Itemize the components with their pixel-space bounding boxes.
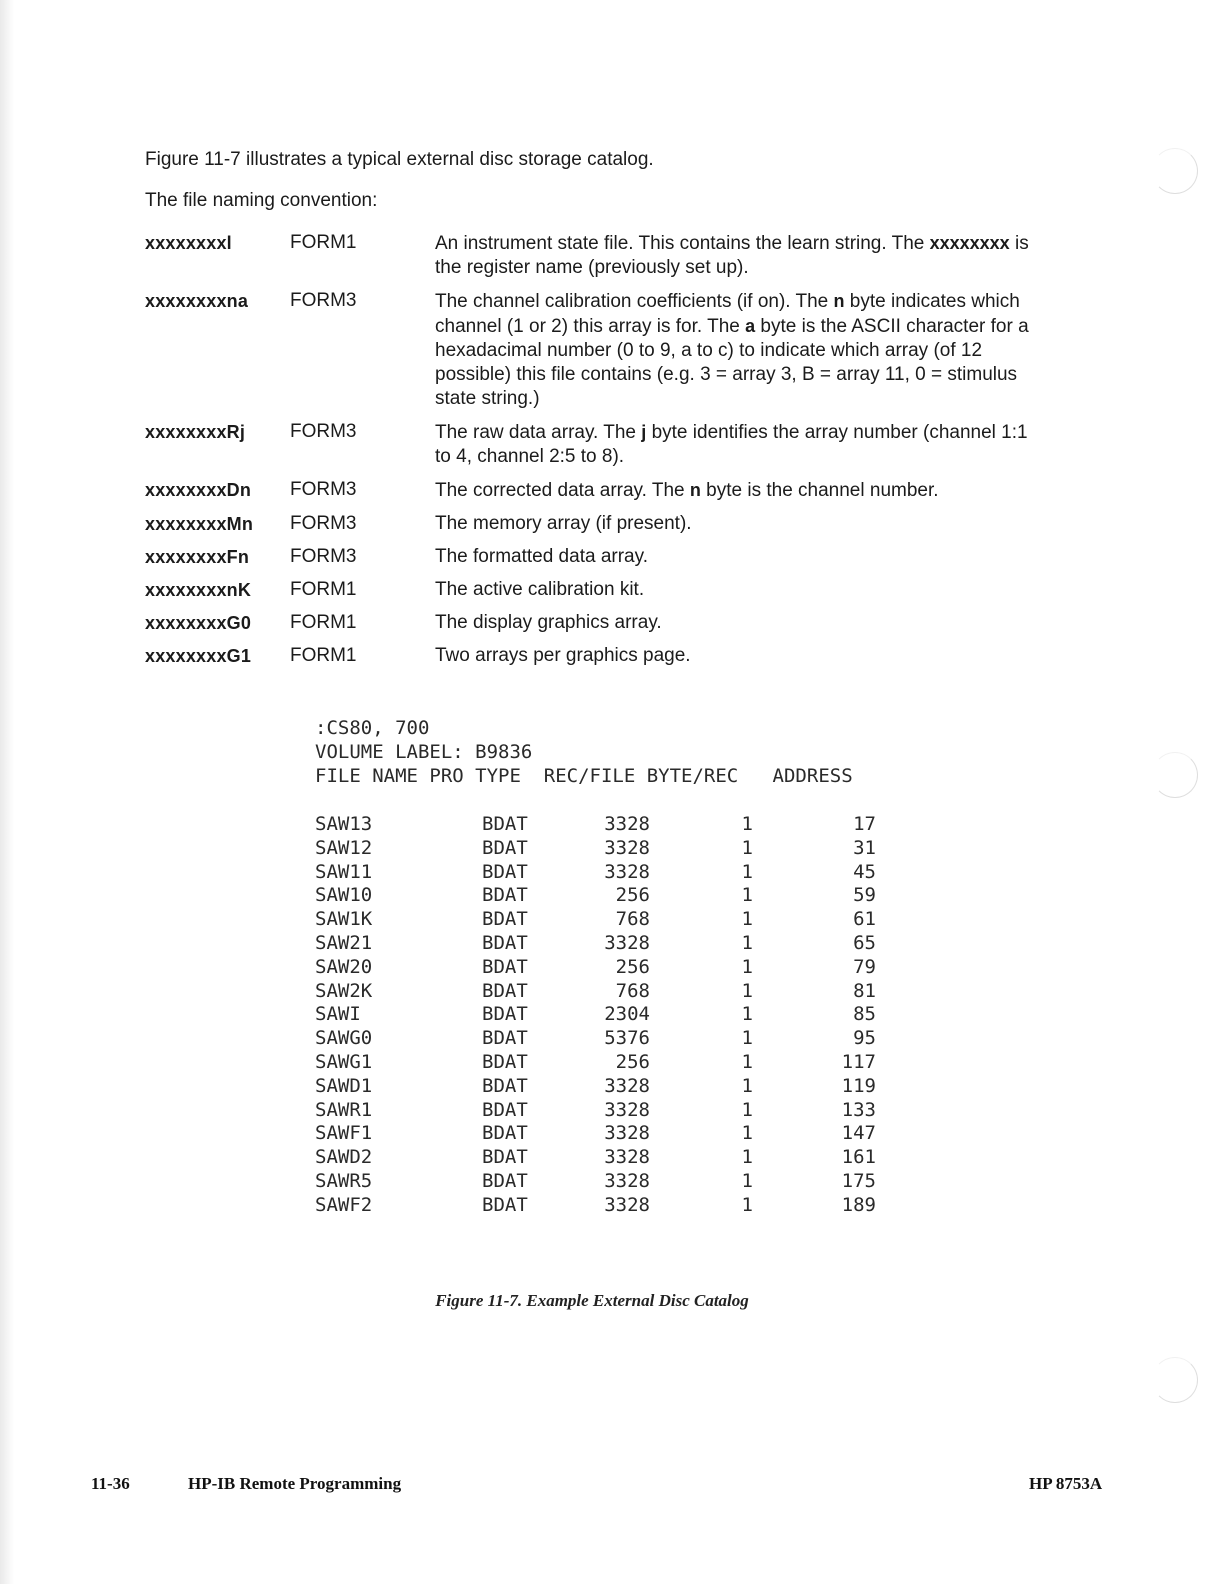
catalog-rec-per-file: 256 [615,955,650,978]
catalog-address: 61 [853,908,876,931]
bold-term: n [689,480,701,500]
catalog-row [315,883,895,907]
file-name-pattern: xxxxxxxxRj [145,422,246,442]
file-format: FORM3 [290,290,357,311]
catalog-row [315,1169,895,1193]
catalog-file-name: SAWD2 [315,1146,373,1169]
description-text: An instrument state file. This contains the learn string. The [435,233,930,254]
bold-term: j [641,422,647,442]
catalog-address: 65 [853,932,876,954]
catalog-file-type: BDAT [482,955,528,978]
scan-edge-shadow [0,0,14,1584]
file-format: FORM1 [290,579,357,600]
file-name-pattern: xxxxxxxxG0 [145,613,252,633]
file-description [435,578,1045,602]
catalog-address: 147 [841,1122,876,1145]
footer-model-name: HP 8753A [1029,1474,1103,1493]
catalog-row [315,1193,895,1217]
catalog-file-name: SAW20 [315,955,373,978]
catalog-bytes-per-rec: 1 [741,836,753,859]
catalog-bytes-per-rec: 1 [741,979,753,1002]
file-description [435,545,1045,569]
catalog-address: 81 [853,979,876,1002]
catalog-rec-per-file: 3328 [604,1146,650,1169]
catalog-file-type: BDAT [482,1027,528,1050]
naming-row [145,644,1045,668]
catalog-address: 45 [853,860,876,883]
catalog-row [315,979,895,1003]
catalog-rec-per-file: 3328 [604,1098,650,1121]
catalog-file-type: BDAT [482,1170,528,1192]
catalog-file-name: SAWG0 [315,1027,373,1050]
file-description [435,420,1045,469]
catalog-file-type: BDAT [482,836,528,859]
description-text: The corrected data array. The [435,480,690,501]
description-text: byte indicates which channel (1 or 2) this array is for. The [435,291,1020,337]
catalog-bytes-per-rec: 1 [741,1146,753,1169]
catalog-file-type: BDAT [482,1074,528,1097]
binder-hole-middle [1152,752,1198,798]
catalog-address: 175 [841,1170,876,1192]
catalog-rec-per-file: 768 [615,979,650,1002]
description-text: The active calibration kit. [435,579,645,600]
catalog-rec-per-file: 3328 [604,836,650,859]
file-name-pattern: xxxxxxxxDn [145,480,252,500]
catalog-file-name: SAW10 [315,884,373,907]
catalog-bytes-per-rec: 1 [741,932,753,954]
catalog-address: 133 [841,1098,876,1121]
catalog-address: 31 [853,836,876,859]
description-text: The memory array (if present). [435,513,692,534]
file-format: FORM1 [290,232,357,253]
catalog-file-name: SAW21 [315,932,373,954]
catalog-bytes-per-rec: 1 [741,908,753,931]
footer-section-title: HP-IB Remote Programming [188,1474,402,1493]
catalog-rec-per-file: 3328 [604,932,650,954]
file-description [435,289,1045,411]
catalog-rec-per-file: 5376 [604,1027,650,1050]
footer-page-number: 11-36 [91,1474,130,1493]
catalog-file-name: SAWF2 [315,1193,373,1216]
catalog-row [315,812,895,836]
file-description [435,611,1045,635]
file-name-pattern: xxxxxxxxMn [145,514,254,534]
bold-term: a [745,316,756,336]
catalog-file-name: SAW11 [315,860,373,883]
catalog-row [315,955,895,979]
naming-row [145,611,1045,635]
catalog-file-name: SAWR5 [315,1170,373,1192]
file-format: FORM1 [290,612,357,633]
catalog-rec-per-file: 2304 [604,1003,650,1026]
naming-row [145,478,1045,503]
catalog-row [315,907,895,931]
catalog-file-name: SAW13 [315,813,373,835]
catalog-address: 59 [853,884,876,907]
file-format: FORM3 [290,421,357,442]
catalog-address: 161 [841,1146,876,1169]
bold-term: n [833,291,845,311]
catalog-file-type: BDAT [482,1122,528,1145]
catalog-file-name: SAWR1 [315,1098,373,1121]
catalog-file-type: BDAT [482,1098,528,1121]
catalog-file-type: BDAT [482,908,528,931]
catalog-file-name: SAW2K [315,979,373,1002]
catalog-file-type: BDAT [482,860,528,883]
file-name-pattern: xxxxxxxxl [145,233,232,253]
naming-convention-heading: The file naming convention: [145,190,378,211]
file-format: FORM3 [290,546,357,567]
file-name-pattern: xxxxxxxxnK [145,580,252,600]
file-description [435,512,1045,536]
catalog-rec-per-file: 3328 [604,1074,650,1097]
catalog-file-type: BDAT [482,1003,528,1026]
file-description [435,644,1045,668]
catalog-rec-per-file: 3328 [604,1122,650,1145]
naming-row [145,231,1045,280]
catalog-row [315,1002,895,1026]
catalog-bytes-per-rec: 1 [741,1074,753,1097]
catalog-file-type: BDAT [482,979,528,1002]
catalog-device-line: :CS80, 700 [315,717,430,739]
description-text: The channel calibration coefficients (if on). The [435,291,834,312]
catalog-bytes-per-rec: 1 [741,1193,753,1216]
file-name-pattern: xxxxxxxxna [145,291,249,311]
catalog-row [315,1145,895,1169]
catalog-file-name: SAW1K [315,908,373,931]
catalog-rec-per-file: 256 [615,1051,650,1073]
catalog-file-name: SAWD1 [315,1074,373,1097]
catalog-row [315,1074,895,1098]
catalog-bytes-per-rec: 1 [741,955,753,978]
catalog-address: 95 [853,1027,876,1050]
description-text: is the register name (previously set up). [435,233,1029,278]
file-name-pattern: xxxxxxxxFn [145,547,250,567]
catalog-bytes-per-rec: 1 [741,1051,753,1073]
file-description [435,231,1045,280]
catalog-file-name: SAWG1 [315,1051,373,1073]
catalog-bytes-per-rec: 1 [741,884,753,907]
catalog-file-name: SAWF1 [315,1122,373,1145]
catalog-volume-label: VOLUME LABEL: B9836 [315,741,533,763]
catalog-rec-per-file: 3328 [604,813,650,835]
catalog-file-type: BDAT [482,813,528,835]
catalog-row [315,1121,895,1145]
bold-term: xxxxxxxx [929,233,1010,253]
file-format: FORM3 [290,513,357,534]
catalog-bytes-per-rec: 1 [741,1027,753,1050]
naming-row [145,289,1045,411]
file-format: FORM3 [290,479,357,500]
catalog-bytes-per-rec: 1 [741,1122,753,1145]
description-text: Two arrays per graphics page. [435,645,691,666]
binder-hole-bottom [1152,1357,1198,1403]
catalog-row [315,1098,895,1122]
catalog-file-type: BDAT [482,1146,528,1169]
catalog-address: 117 [841,1051,876,1073]
description-text: byte is the channel number. [700,480,939,501]
catalog-bytes-per-rec: 1 [741,860,753,883]
catalog-file-type: BDAT [482,884,528,907]
catalog-column-header: FILE NAME PRO TYPE REC/FILE BYTE/REC ADDRESS [315,765,853,787]
intro-paragraph: Figure 11-7 illustrates a typical external disc storage catalog. [145,149,654,170]
catalog-file-name: SAWI [315,1003,361,1026]
catalog-file-name: SAW12 [315,836,373,859]
catalog-rec-per-file: 768 [615,908,650,931]
description-text: byte is the ASCII character for a hexadacimal number (0 to 9, a to c) to indicate which array (of 12 possible) this file contains (e.g. 3 = array 3, B = array 11, 0 = stimulus state string.) [435,316,1029,409]
catalog-bytes-per-rec: 1 [741,1003,753,1026]
description-text: The formatted data array. [435,546,648,567]
naming-row [145,512,1045,536]
naming-row [145,545,1045,569]
description-text: byte identifies the array number (channel 1:1 to 4, channel 2:5 to 8). [435,422,1028,467]
catalog-row [315,836,895,860]
file-format: FORM1 [290,645,357,666]
catalog-file-type: BDAT [482,1051,528,1073]
catalog-bytes-per-rec: 1 [741,1170,753,1192]
catalog-file-type: BDAT [482,1193,528,1216]
catalog-address: 17 [853,813,876,835]
figure-caption: Figure 11-7. Example External Disc Catalog [435,1291,749,1310]
catalog-rec-per-file: 3328 [604,1193,650,1216]
catalog-row [315,931,895,955]
catalog-bytes-per-rec: 1 [741,1098,753,1121]
catalog-rec-per-file: 3328 [604,860,650,883]
catalog-address: 79 [853,955,876,978]
catalog-address: 119 [841,1074,876,1097]
file-name-pattern: xxxxxxxxG1 [145,646,252,666]
catalog-row [315,1050,895,1074]
naming-row [145,578,1045,602]
catalog-rec-per-file: 3328 [604,1170,650,1192]
naming-row [145,420,1045,469]
catalog-row [315,1026,895,1050]
binder-hole-top [1152,148,1198,194]
catalog-bytes-per-rec: 1 [741,813,753,835]
file-naming-table [145,231,1045,668]
catalog-file-type: BDAT [482,932,528,954]
catalog-row [315,860,895,884]
catalog-rec-per-file: 256 [615,884,650,907]
catalog-address: 189 [841,1193,876,1216]
catalog-address: 85 [853,1003,876,1026]
description-text: The display graphics array. [435,612,662,633]
description-text: The raw data array. The [435,422,642,443]
file-description [435,478,1045,503]
